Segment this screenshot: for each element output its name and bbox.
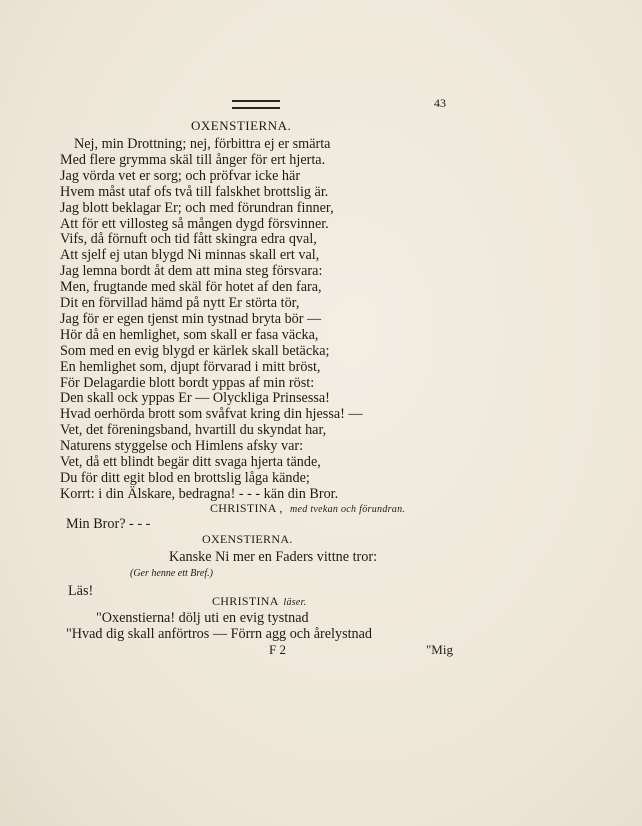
verse-line: Hvad oerhörda brott som svåfvat kring din hjessa! — [60,406,363,423]
verse-line: Hör då en hemlighet, som skall er fasa väcka, [60,326,319,343]
verse-line: Med flere grymma skäl till ånger för ert hjerta. [60,151,326,168]
verse-line: Dit en förvillad hämd på nytt Er störta tör, [60,295,300,311]
stage-direction: (Ger henne ett Bref.) [130,568,213,579]
speaker-name: CHRISTINA , [210,501,283,515]
verse-line: Min Bror? - - - [66,516,151,532]
verse-line: Som med en evig blygd er kärlek skall betäcka; [60,342,330,359]
speaker-heading: OXENSTIERNA. [191,118,292,133]
verse-line: Vifs, då förnuft och tid fått skingra edra qval, [60,231,317,248]
verse-line: Den skall ock yppas Er — Olyckliga Prinsessa! [60,390,330,407]
speaker-heading [210,502,405,515]
catchword: "Mig [426,642,453,657]
letter-line: "Hvad dig skall anförtros — Förrn agg och årelystnad [66,626,373,642]
verse-line: Vet, det föreningsband, hvartill du skyndat har, [60,422,327,439]
header-ornament-rule [232,100,280,109]
verse-line: Naturens styggelse och Himlens afsky var: [60,438,304,455]
verse-line: Kanske Ni mer en Faders vittne tror: [169,549,378,565]
verse-line: Korrt: i din Älskare, bedragna! - - - kän din Bror. [60,485,339,502]
verse-line: Läs! [68,583,94,599]
verse-line: Du för ditt egit blod en brottslig låga kände; [60,469,310,486]
verse-line: Att sjelf ej utan blygd Ni minnas skall ert val, [60,247,320,264]
speaker-heading [212,595,307,608]
verse-line: Men, frugtande med skäl för hotet af den fara, [60,279,322,296]
verse-line: Nej, min Drottning; nej, förbittra ej er smärta [74,136,331,152]
verse-line: Att för ett villosteg så mången dygd försvinner. [60,215,329,232]
signature-mark: F 2 [269,642,286,657]
verse-line: Vet, då ett blindt begär ditt svaga hjerta tände, [60,454,321,470]
verse-line: En hemlighet som, djupt förvarad i mitt bröst, [60,358,321,375]
verse-line: Hvem måst utaf ofs två till falskhet brottslig är. [60,183,329,200]
speaker-name: CHRISTINA [212,594,279,608]
page-number: 43 [434,96,446,110]
verse-line: För Delagardie blott bordt yppas af min röst: [60,374,315,391]
stage-direction: med tvekan och förundran. [289,504,406,515]
speaker-heading: OXENSTIERNA. [202,532,293,546]
verse-line: Jag blott beklagar Er; och med förundran finner, [60,199,334,216]
letter-line: "Oxenstierna! dölj uti en evig tystnad [96,610,309,626]
verse-line: Jag lemna bordt åt dem att mina steg försvara: [60,263,323,280]
verse-line: Jag för er egen tjenst min tystnad bryta bör — [60,310,322,327]
verse-line: Jag vörda vet er sorg; och pröfvar icke här [60,167,301,184]
stage-direction: läser. [283,597,307,608]
